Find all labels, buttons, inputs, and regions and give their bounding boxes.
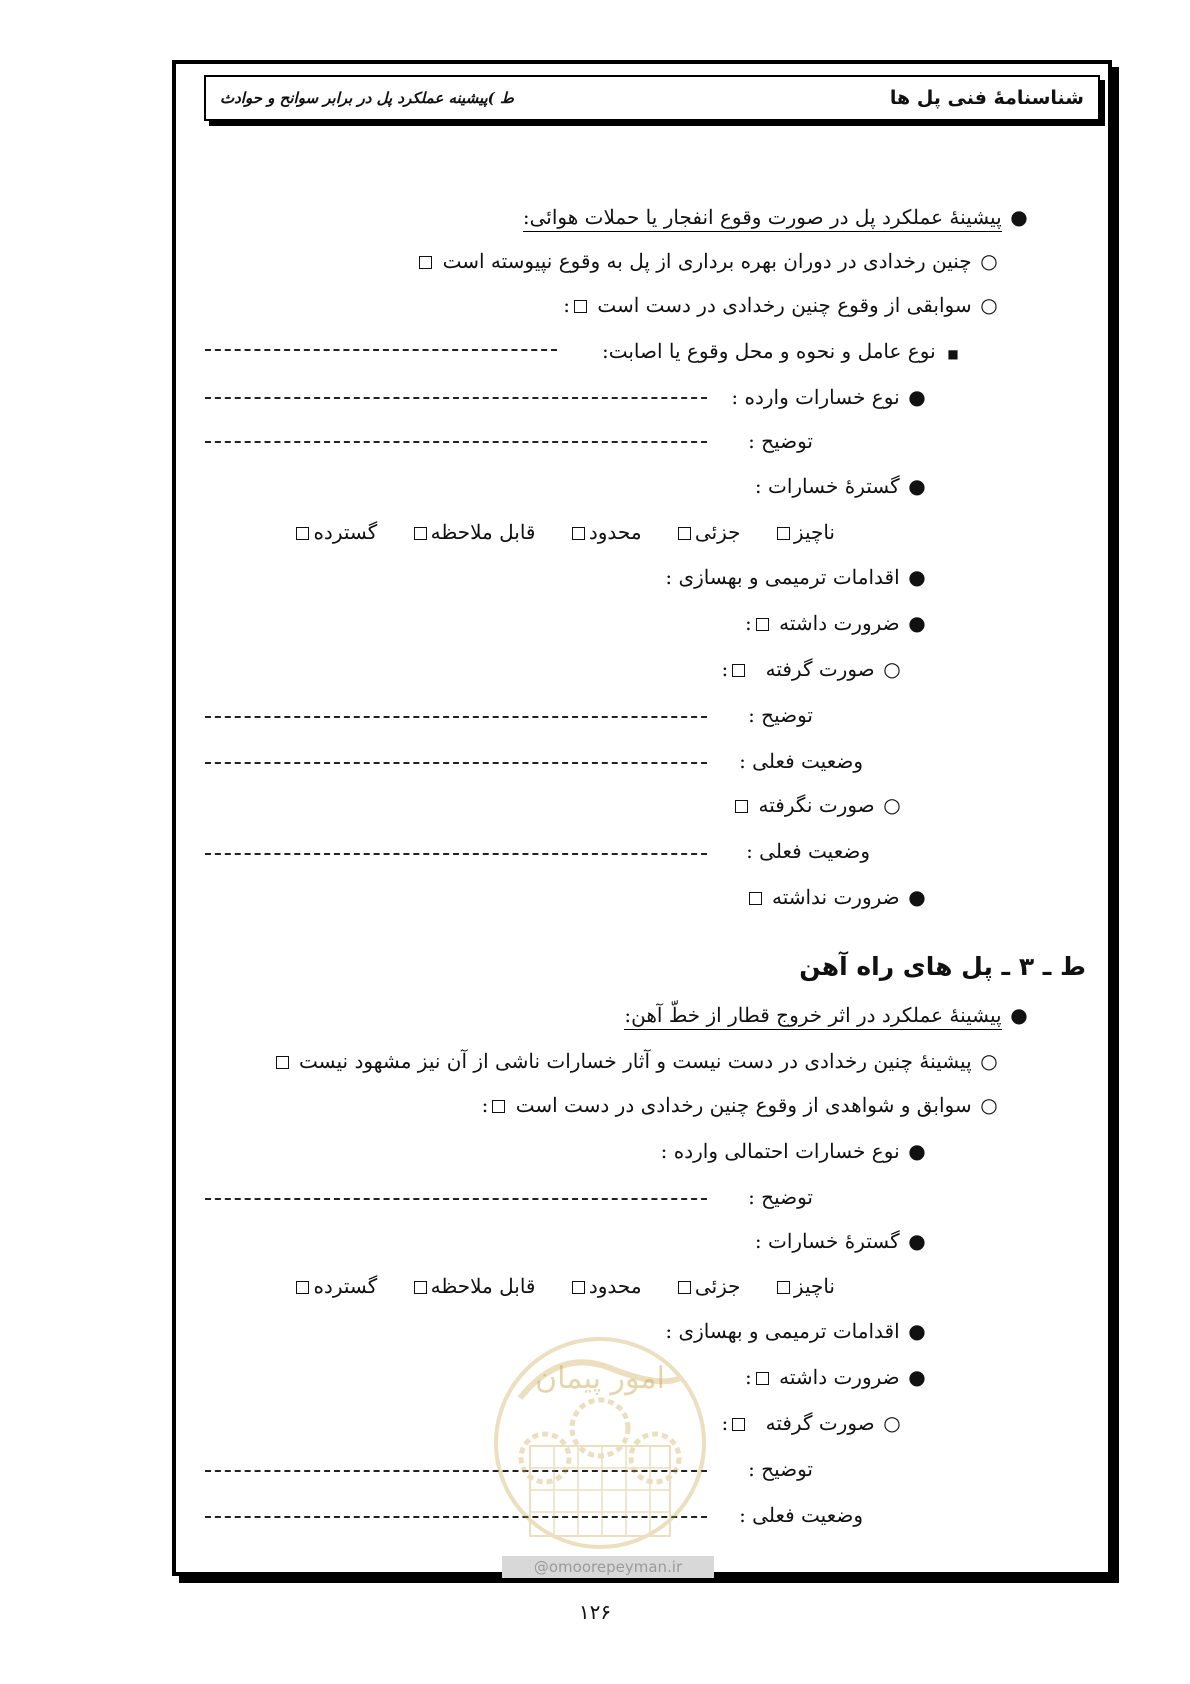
section1-heading: پیشینهٔ عملکرد پل در صورت وقوع انفجار یا حملات هوائی:	[523, 205, 1002, 232]
cause-label: نوع عامل و نحوه و محل وقوع یا اصابت:	[601, 339, 936, 363]
option-label: جزئی	[694, 520, 741, 544]
not-done-checkbox[interactable]	[735, 800, 748, 813]
option-checkbox[interactable]	[777, 1281, 790, 1294]
section1-none-row	[415, 248, 1000, 274]
description-label: توضیح :	[748, 1185, 813, 1209]
watermark-url: @omoorepeyman.ir	[502, 1556, 714, 1578]
none-label: چنین رخدادی در دوران بهره برداری از پل به وقوع نپیوسته است	[442, 249, 972, 273]
bullet-icon: ●	[908, 1319, 926, 1343]
needed-label: ضرورت داشته	[779, 611, 900, 635]
description-fill-line[interactable]	[205, 1198, 707, 1200]
not-done-label: صورت نگرفته	[758, 793, 875, 817]
not-done-status-row	[746, 838, 870, 864]
description-row	[748, 1184, 813, 1210]
needed-checkbox[interactable]	[756, 1372, 769, 1385]
option-label: قابل ملاحظه	[430, 520, 536, 544]
history-checkbox[interactable]	[492, 1100, 505, 1113]
page-number: ۱۲۶	[578, 1600, 612, 1624]
none-checkbox[interactable]	[419, 256, 432, 269]
not-done-status-fill-line[interactable]	[205, 853, 707, 855]
section2-history-row: ○ سوابق و شواهدی از وقوع چنین رخدادی در دست است :	[482, 1092, 1000, 1118]
option-checkbox[interactable]	[777, 527, 790, 540]
section-title: ط )پیشینه عملکرد پل در برابر سوانح و حوادث	[220, 89, 514, 107]
damage-extent-row	[755, 1228, 928, 1254]
railway-bridges-heading: ط ـ ۳ ـ پل های راه آهن	[799, 952, 1086, 981]
done-checkbox[interactable]	[732, 664, 745, 677]
description-row	[748, 428, 813, 454]
option-checkbox[interactable]	[296, 1281, 309, 1294]
done-row: ○ صورت گرفته :	[721, 656, 903, 682]
history-label: سوابق و شواهدی از وقوع چنین رخدادی در دست است	[515, 1093, 972, 1117]
bullet-icon: ●	[908, 1139, 926, 1163]
circle-bullet-icon: ○	[980, 1049, 998, 1073]
section1-item	[523, 204, 1030, 230]
done-description-label: توضیح :	[748, 703, 813, 727]
section2-none-row	[272, 1048, 1000, 1074]
done-label: صورت گرفته	[765, 657, 875, 681]
option-label: گسترده	[313, 520, 378, 544]
option-checkbox[interactable]	[572, 1281, 585, 1294]
extent-options	[266, 1274, 835, 1298]
section2-item	[624, 1002, 1030, 1028]
status-fill-line[interactable]	[205, 762, 707, 764]
damage-type-label: نوع خسارات احتمالی وارده :	[660, 1139, 900, 1163]
none-label: پیشینهٔ چنین رخدادی در دست نیست و آثار خسارات ناشی از آن نیز مشهود نیست	[299, 1049, 972, 1073]
damage-type-label: نوع خسارات وارده :	[731, 385, 900, 409]
done-description-row	[748, 1456, 813, 1482]
extent-options	[266, 520, 835, 544]
repair-row	[665, 564, 928, 590]
bullet-icon: ●	[908, 1229, 926, 1253]
needed-label: ضرورت داشته	[779, 1365, 900, 1389]
cause-row	[602, 338, 964, 367]
option-label: محدود	[588, 520, 642, 544]
option-checkbox[interactable]	[572, 527, 585, 540]
option-label: محدود	[588, 1274, 642, 1298]
done-checkbox[interactable]	[732, 1418, 745, 1431]
option-label: گسترده	[313, 1274, 378, 1298]
repair-label: اقدامات ترمیمی و بهسازی :	[665, 565, 900, 589]
repair-label: اقدامات ترمیمی و بهسازی :	[665, 1319, 900, 1343]
option-checkbox[interactable]	[414, 527, 427, 540]
needed-row: ● ضرورت داشته :	[745, 1364, 928, 1390]
square-bullet-icon: ■	[947, 347, 959, 361]
bullet-icon: ●	[908, 1365, 926, 1389]
option-checkbox[interactable]	[678, 527, 691, 540]
damage-type-row	[731, 384, 928, 410]
bullet-icon: ●	[1010, 1003, 1028, 1027]
option-label: ناچیز	[793, 520, 835, 544]
damage-extent-row	[755, 473, 928, 499]
damage-type-fill-line[interactable]	[205, 397, 707, 399]
history-checkbox[interactable]	[574, 300, 587, 313]
bullet-icon: ●	[908, 565, 926, 589]
circle-bullet-icon: ○	[980, 293, 998, 317]
watermark-logo-icon	[490, 1328, 710, 1558]
option-label: ناچیز	[793, 1274, 835, 1298]
option-checkbox[interactable]	[678, 1281, 691, 1294]
done-description-fill-line[interactable]	[205, 716, 707, 718]
status-row	[739, 1502, 863, 1528]
section2-heading: پیشینهٔ عملکرد در اثر خروج قطار از خطّ آهن:	[624, 1003, 1001, 1030]
circle-bullet-icon: ○	[883, 1411, 901, 1435]
option-checkbox[interactable]	[414, 1281, 427, 1294]
none-checkbox[interactable]	[276, 1056, 289, 1069]
option-checkbox[interactable]	[296, 527, 309, 540]
bullet-icon: ●	[908, 611, 926, 635]
description-fill-line[interactable]	[205, 441, 707, 443]
bullet-icon: ●	[1010, 205, 1028, 229]
status-row	[739, 748, 863, 774]
circle-bullet-icon: ○	[980, 249, 998, 273]
bullet-icon: ●	[908, 474, 926, 498]
page-header	[204, 75, 1100, 121]
not-needed-label: ضرورت نداشته	[771, 885, 900, 909]
needed-checkbox[interactable]	[756, 618, 769, 631]
not-needed-row	[745, 884, 928, 910]
option-label: قابل ملاحظه	[430, 1274, 536, 1298]
circle-bullet-icon: ○	[883, 657, 901, 681]
needed-row: ● ضرورت داشته :	[745, 610, 928, 636]
done-description-label: توضیح :	[748, 1457, 813, 1481]
status-label: وضعیت فعلی :	[739, 749, 863, 773]
document-title: شناسنامهٔ فنی پل ها	[889, 87, 1084, 109]
history-label: سوابقی از وقوع چنین رخدادی در دست است	[597, 293, 972, 317]
circle-bullet-icon: ○	[980, 1093, 998, 1117]
cause-fill-line[interactable]	[205, 349, 557, 351]
done-label: صورت گرفته	[765, 1411, 875, 1435]
done-description-row	[748, 702, 813, 728]
section1-history-row: ○ سوابقی از وقوع چنین رخدادی در دست است :	[563, 292, 1000, 318]
bullet-icon: ●	[908, 885, 926, 909]
damage-extent-label: گسترهٔ خسارات :	[754, 474, 900, 498]
circle-bullet-icon: ○	[883, 793, 901, 817]
damage-type-row	[661, 1138, 928, 1164]
not-done-status-label: وضعیت فعلی :	[746, 839, 870, 863]
not-done-row	[731, 792, 903, 818]
bullet-icon: ●	[908, 385, 926, 409]
damage-extent-label: گسترهٔ خسارات :	[754, 1229, 900, 1253]
not-needed-checkbox[interactable]	[749, 892, 762, 905]
done-row: ○ صورت گرفته :	[721, 1410, 903, 1436]
watermark-logo-text: امور پیمان	[535, 1361, 665, 1396]
status-label: وضعیت فعلی :	[739, 1503, 863, 1527]
option-label: جزئی	[694, 1274, 741, 1298]
description-label: توضیح :	[748, 429, 813, 453]
